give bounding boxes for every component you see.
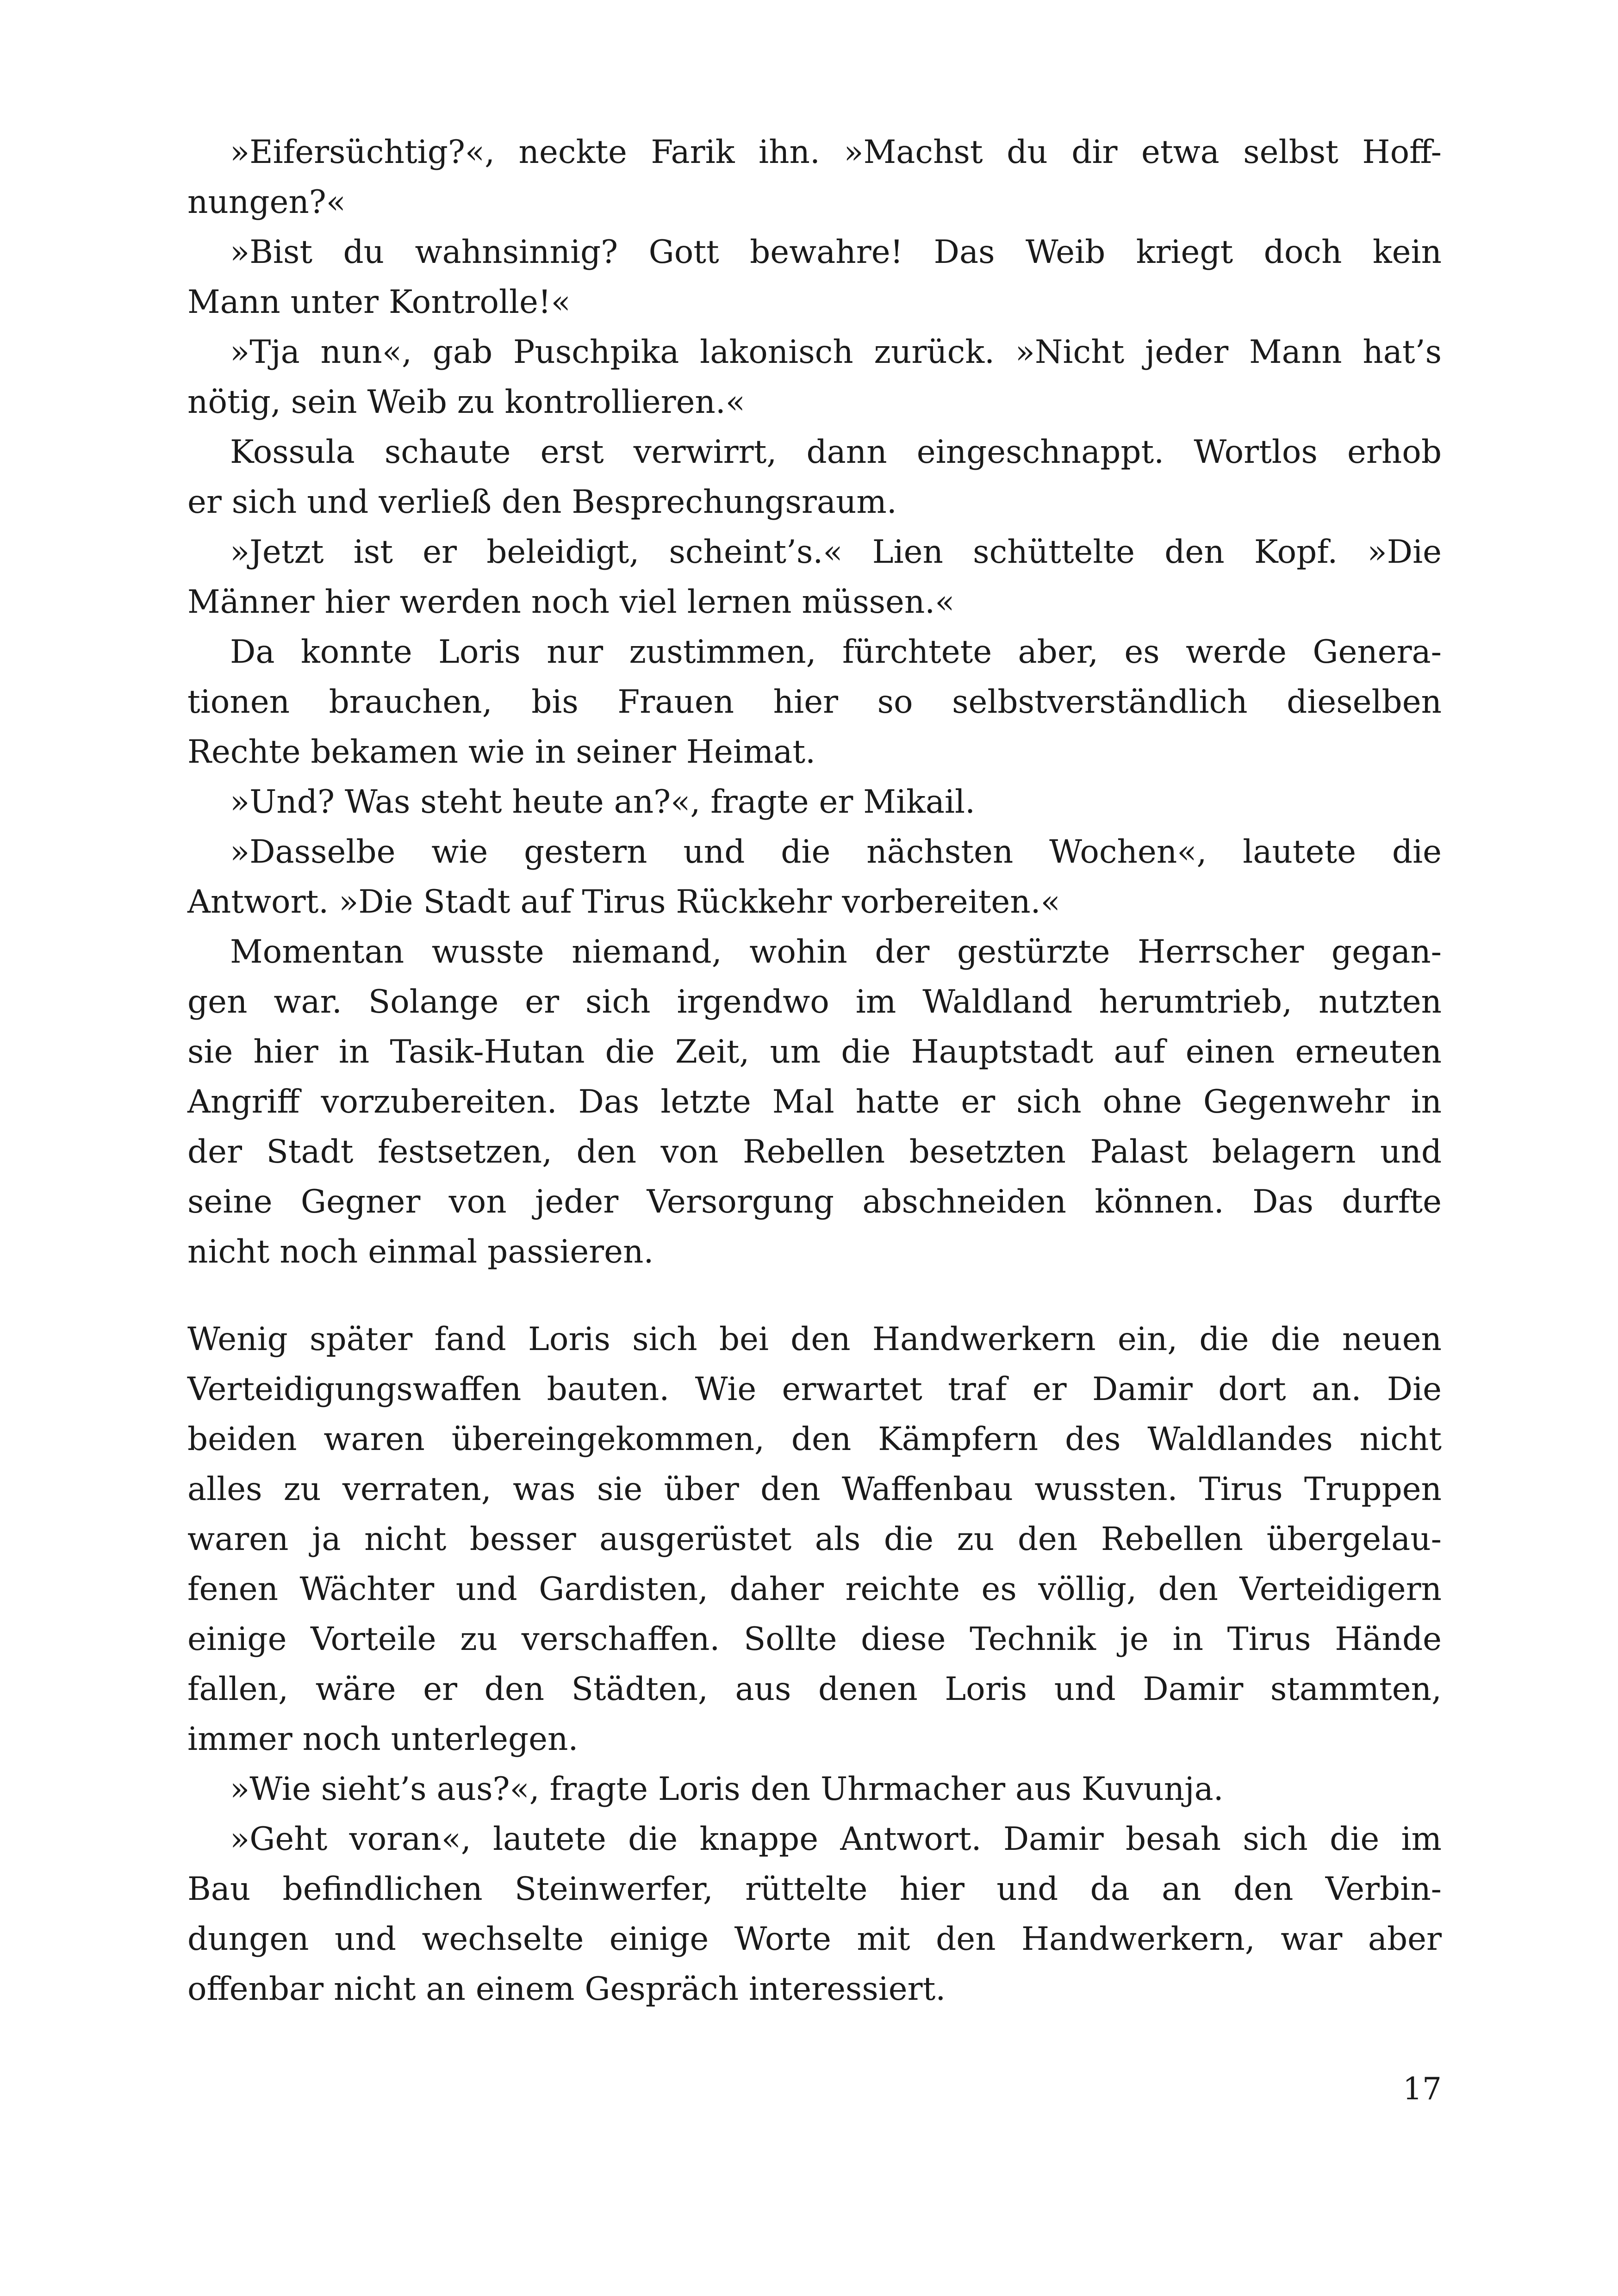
text-line: Angriff vorzubereiten. Das letzte Mal hatte er sich ohne Gegenwehr in — [187, 1083, 1442, 1120]
text-line: alles zu verraten, was sie über den Waffenbau wussten. Tirus Truppen — [187, 1471, 1442, 1508]
text-line: einige Vorteile zu verschaffen. Sollte diese Technik je in Tirus Hände — [187, 1621, 1442, 1658]
text-line: Männer hier werden noch viel lernen müssen.« — [187, 584, 955, 621]
text-line: Mann unter Kontrolle!« — [187, 284, 571, 321]
text-line: gen war. Solange er sich irgendwo im Waldland herumtrieb, nutzten — [187, 983, 1442, 1020]
text-line: Wenig später fand Loris sich bei den Handwerkern ein, die die neuen — [187, 1321, 1442, 1358]
text-line: »Tja nun«, gab Puschpika lakonisch zurück. »Nicht jeder Mann hat’s — [230, 334, 1442, 371]
text-line: nötig, sein Weib zu kontrollieren.« — [187, 384, 746, 421]
text-line: fallen, wäre er den Städten, aus denen Loris und Damir stammten, — [187, 1671, 1442, 1708]
text-line: der Stadt festsetzen, den von Rebellen besetzten Palast belagern und — [187, 1133, 1442, 1170]
text-line: Kossula schaute erst verwirrt, dann eingeschnappt. Wortlos erhob — [230, 434, 1442, 471]
text-line: immer noch unterlegen. — [187, 1721, 579, 1758]
text-line: tionen brauchen, bis Frauen hier so selbstverständlich dieselben — [187, 684, 1442, 721]
text-line: Da konnte Loris nur zustimmen, fürchtete aber, es werde Genera- — [230, 634, 1442, 671]
text-line: nicht noch einmal passieren. — [187, 1233, 654, 1270]
text-line: dungen und wechselte einige Worte mit den Handwerkern, war aber — [187, 1921, 1442, 1958]
text-line: offenbar nicht an einem Gespräch interessiert. — [187, 1971, 946, 2008]
text-line: seine Gegner von jeder Versorgung abschneiden können. Das durfte — [187, 1183, 1442, 1220]
text-line: »Eifersüchtig?«, neckte Farik ihn. »Machst du dir etwa selbst Hoff- — [230, 134, 1442, 171]
text-line: Antwort. »Die Stadt auf Tirus Rückkehr vorbereiten.« — [187, 884, 1060, 921]
text-line: »Bist du wahnsinnig? Gott bewahre! Das Weib kriegt doch kein — [230, 234, 1442, 271]
text-line: Rechte bekamen wie in seiner Heimat. — [187, 734, 816, 771]
text-line: Momentan wusste niemand, wohin der gestürzte Herrscher gegan- — [230, 933, 1442, 971]
text-line: Bau befindlichen Steinwerfer, rüttelte hier und da an den Verbin- — [187, 1871, 1442, 1908]
text-line: Verteidigungswaffen bauten. Wie erwartet traf er Damir dort an. Die — [187, 1371, 1442, 1408]
text-line: »Jetzt ist er beleidigt, scheint’s.« Lien schüttelte den Kopf. »Die — [230, 534, 1442, 571]
text-line: fenen Wächter und Gardisten, daher reichte es völlig, den Verteidigern — [187, 1571, 1442, 1608]
text-line: »Wie sieht’s aus?«, fragte Loris den Uhrmacher aus Kuvunja. — [230, 1771, 1224, 1808]
text-line: waren ja nicht besser ausgerüstet als die zu den Rebellen übergelau- — [187, 1521, 1442, 1558]
text-line: beiden waren übereingekommen, den Kämpfern des Waldlandes nicht — [187, 1421, 1442, 1458]
text-line: sie hier in Tasik-Hutan die Zeit, um die Hauptstadt auf einen erneuten — [187, 1033, 1442, 1070]
text-line: »Und? Was steht heute an?«, fragte er Mikail. — [230, 784, 976, 821]
text-line: »Dasselbe wie gestern und die nächsten Wochen«, lautete die — [230, 834, 1442, 871]
page-number: 17 — [1403, 2071, 1442, 2107]
text-line: »Geht voran«, lautete die knappe Antwort. Damir besah sich die im — [230, 1821, 1442, 1858]
text-line: nungen?« — [187, 184, 346, 221]
text-line: er sich und verließ den Besprechungsraum. — [187, 484, 897, 521]
